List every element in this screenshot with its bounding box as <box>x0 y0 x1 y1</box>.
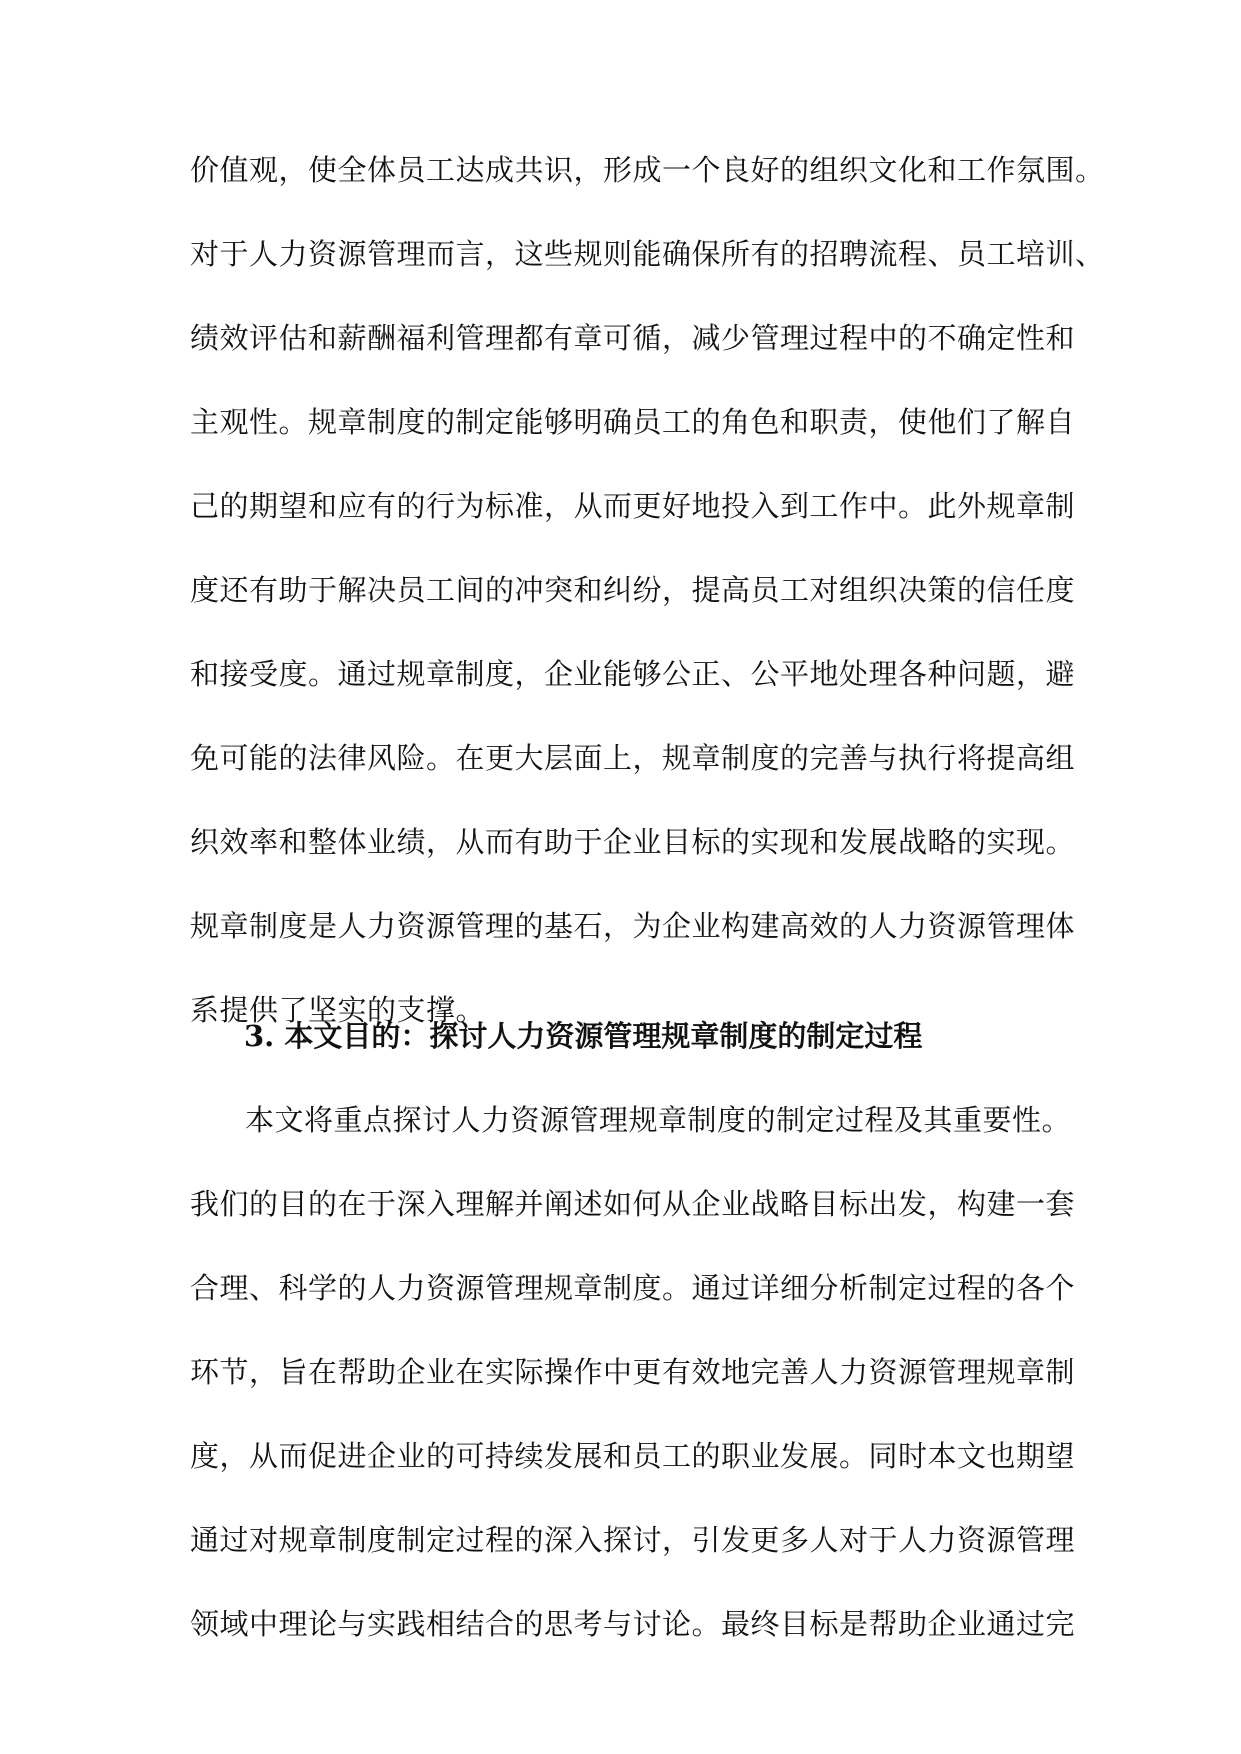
text-line: 织效率和整体业绩，从而有助于企业目标的实现和发展战略的实现。 <box>190 825 1076 859</box>
section-heading: 3. 本文目的：探讨人力资源管理规章制度的制定过程 <box>244 1019 923 1053</box>
body-paragraph <box>190 1078 1076 1666</box>
text-line: 免可能的法律风险。在更大层面上，规章制度的完善与执行将提高组 <box>190 741 1076 775</box>
text-line: 规章制度是人力资源管理的基石，为企业构建高效的人力资源管理体 <box>190 909 1076 943</box>
body-paragraph <box>190 128 1105 1052</box>
text-line: 度，从而促进企业的可持续发展和员工的职业发展。同时本文也期望 <box>190 1439 1076 1473</box>
text-line: 绩效评估和薪酬福利管理都有章可循，减少管理过程中的不确定性和 <box>190 321 1076 355</box>
text-line: 本文将重点探讨人力资源管理规章制度的制定过程及其重要性。 <box>245 1103 1072 1137</box>
text-line: 合理、科学的人力资源管理规章制度。通过详细分析制定过程的各个 <box>190 1271 1076 1305</box>
text-line: 环节，旨在帮助企业在实际操作中更有效地完善人力资源管理规章制 <box>190 1355 1076 1389</box>
text-line: 价值观，使全体员工达成共识，形成一个良好的组织文化和工作氛围。 <box>190 153 1105 187</box>
text-line: 我们的目的在于深入理解并阐述如何从企业战略目标出发，构建一套 <box>190 1187 1076 1221</box>
text-line: 系提供了坚实的支撑。 <box>190 993 486 1027</box>
text-line: 领域中理论与实践相结合的思考与讨论。最终目标是帮助企业通过完 <box>190 1607 1076 1641</box>
text-line: 己的期望和应有的行为标准，从而更好地投入到工作中。此外规章制 <box>190 489 1076 523</box>
text-line: 通过对规章制度制定过程的深入探讨，引发更多人对于人力资源管理 <box>190 1523 1076 1557</box>
text-line: 对于人力资源管理而言，这些规则能确保所有的招聘流程、员工培训、 <box>190 237 1105 271</box>
text-line: 和接受度。通过规章制度，企业能够公正、公平地处理各种问题，避 <box>190 657 1076 691</box>
text-line: 主观性。规章制度的制定能够明确员工的角色和职责，使他们了解自 <box>190 405 1076 439</box>
text-line: 度还有助于解决员工间的冲突和纠纷，提高员工对组织决策的信任度 <box>190 573 1076 607</box>
